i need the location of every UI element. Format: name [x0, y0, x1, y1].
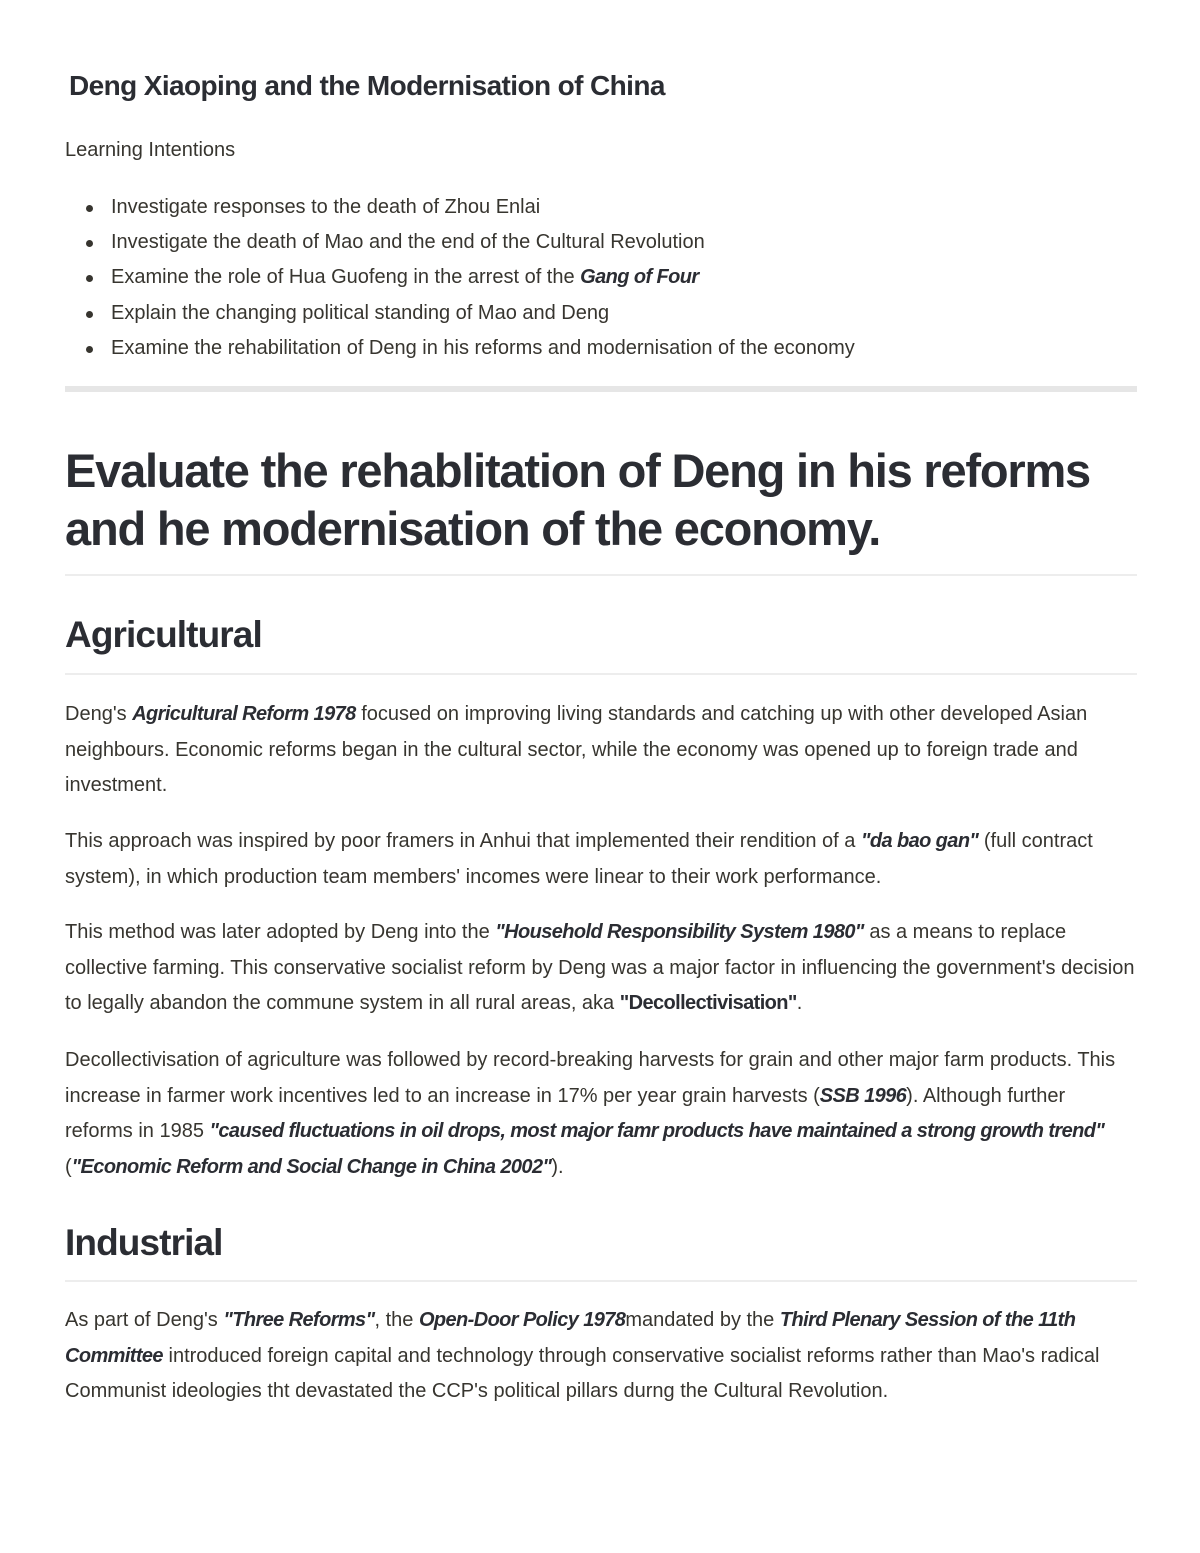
heading-divider — [65, 1280, 1137, 1282]
emphasis-citation: "Economic Reform and Social Change in China 2002" — [71, 1155, 552, 1178]
emphasis-agricultural-reform: Agricultural Reform 1978 — [132, 703, 356, 725]
text-run: As part of Deng's — [65, 1309, 224, 1331]
text-run: ). — [551, 1155, 564, 1178]
document-title: Deng Xiaoping and the Modernisation of China — [69, 70, 665, 101]
list-item-text: Investigate responses to the death of Zhou Enlai — [111, 196, 541, 218]
agricultural-paragraph-4 — [65, 1043, 1137, 1185]
heading-divider — [65, 574, 1137, 576]
text-run: Decollectivisation of agriculture was followed by record-breaking harvests for grain and other major farm products. This increase in farmer work incentives led to an increase in 17% per year grain harvests ( — [65, 1049, 1116, 1107]
text-run: This method was later adopted by Deng into the — [65, 921, 496, 943]
agricultural-heading: Agricultural — [65, 614, 262, 655]
main-heading: Evaluate the rehablitation of Deng in his reforms and he modernisation of the economy. — [65, 444, 1090, 555]
text-run: focused on improving living standards and catching up with other developed Asian neighbours. Economic reforms began in the cultural sector, while the economy was opened up to foreign trade and investment. — [65, 703, 1088, 796]
text-run: This approach was inspired by poor framers in Anhui that implemented their rendition of a — [65, 830, 861, 852]
emphasis-decollectivisation: "Decollectivisation" — [619, 992, 797, 1014]
industrial-heading: Industrial — [65, 1222, 223, 1263]
text-run: Deng's — [65, 703, 133, 725]
emphasis-household-responsibility: "Household Responsibility System 1980" — [495, 921, 864, 943]
text-run: as a means to replace collective farming. This conservative socialist reform by Deng was a major factor in influencing the government's decision to legally abandon the commune system in all rural areas, aka — [65, 921, 1135, 1014]
list-item — [65, 331, 855, 366]
industrial-paragraph-1 — [65, 1303, 1137, 1410]
list-item — [65, 190, 855, 225]
list-item — [65, 296, 855, 331]
list-item-text: Examine the role of Hua Guofeng in the arrest of the — [111, 266, 581, 289]
emphasis-da-bao-gan: "da bao gan" — [860, 830, 979, 852]
agricultural-paragraph-3 — [65, 915, 1137, 1022]
list-item — [65, 260, 855, 295]
text-run: mandated by the — [625, 1309, 780, 1331]
list-item-text: Examine the rehabilitation of Deng in his reforms and modernisation of the economy — [111, 336, 855, 359]
text-run: . — [796, 992, 803, 1014]
emphasis-three-reforms: "Three Reforms" — [223, 1309, 375, 1331]
section-divider — [65, 386, 1137, 392]
agricultural-paragraph-2 — [65, 824, 1137, 895]
text-run: ( — [65, 1155, 72, 1178]
text-run: ). Although further reforms in 1985 — [65, 1084, 1066, 1142]
emphasis-gang-of-four: Gang of Four — [580, 266, 699, 289]
learning-intentions-list — [65, 190, 855, 366]
text-run: introduced foreign capital and technology through conservative socialist reforms rather than Mao's radical Communist ideologies tht devastated the CCP's political pillars durng the Cultural Revolution. — [65, 1344, 1100, 1402]
emphasis-citation: SSB 1996 — [819, 1084, 907, 1107]
text-run: , the — [374, 1309, 419, 1331]
text-run: (full contract system), in which production team members' incomes were linear to their work performance. — [65, 830, 1093, 888]
list-item — [65, 225, 855, 260]
learning-intentions-label: Learning Intentions — [65, 139, 236, 161]
emphasis-quote: "caused fluctuations in oil drops, most major famr products have maintained a strong growth trend" — [209, 1120, 1105, 1142]
heading-divider — [65, 673, 1137, 675]
emphasis-third-plenary-session: Third Plenary Session of the 11th Committee — [65, 1309, 1076, 1367]
list-item-text: Investigate the death of Mao and the end of the Cultural Revolution — [111, 231, 705, 254]
emphasis-open-door-policy: Open-Door Policy 1978 — [418, 1309, 626, 1331]
list-item-text: Explain the changing political standing of Mao and Deng — [111, 301, 610, 324]
agricultural-paragraph-1 — [65, 697, 1137, 804]
